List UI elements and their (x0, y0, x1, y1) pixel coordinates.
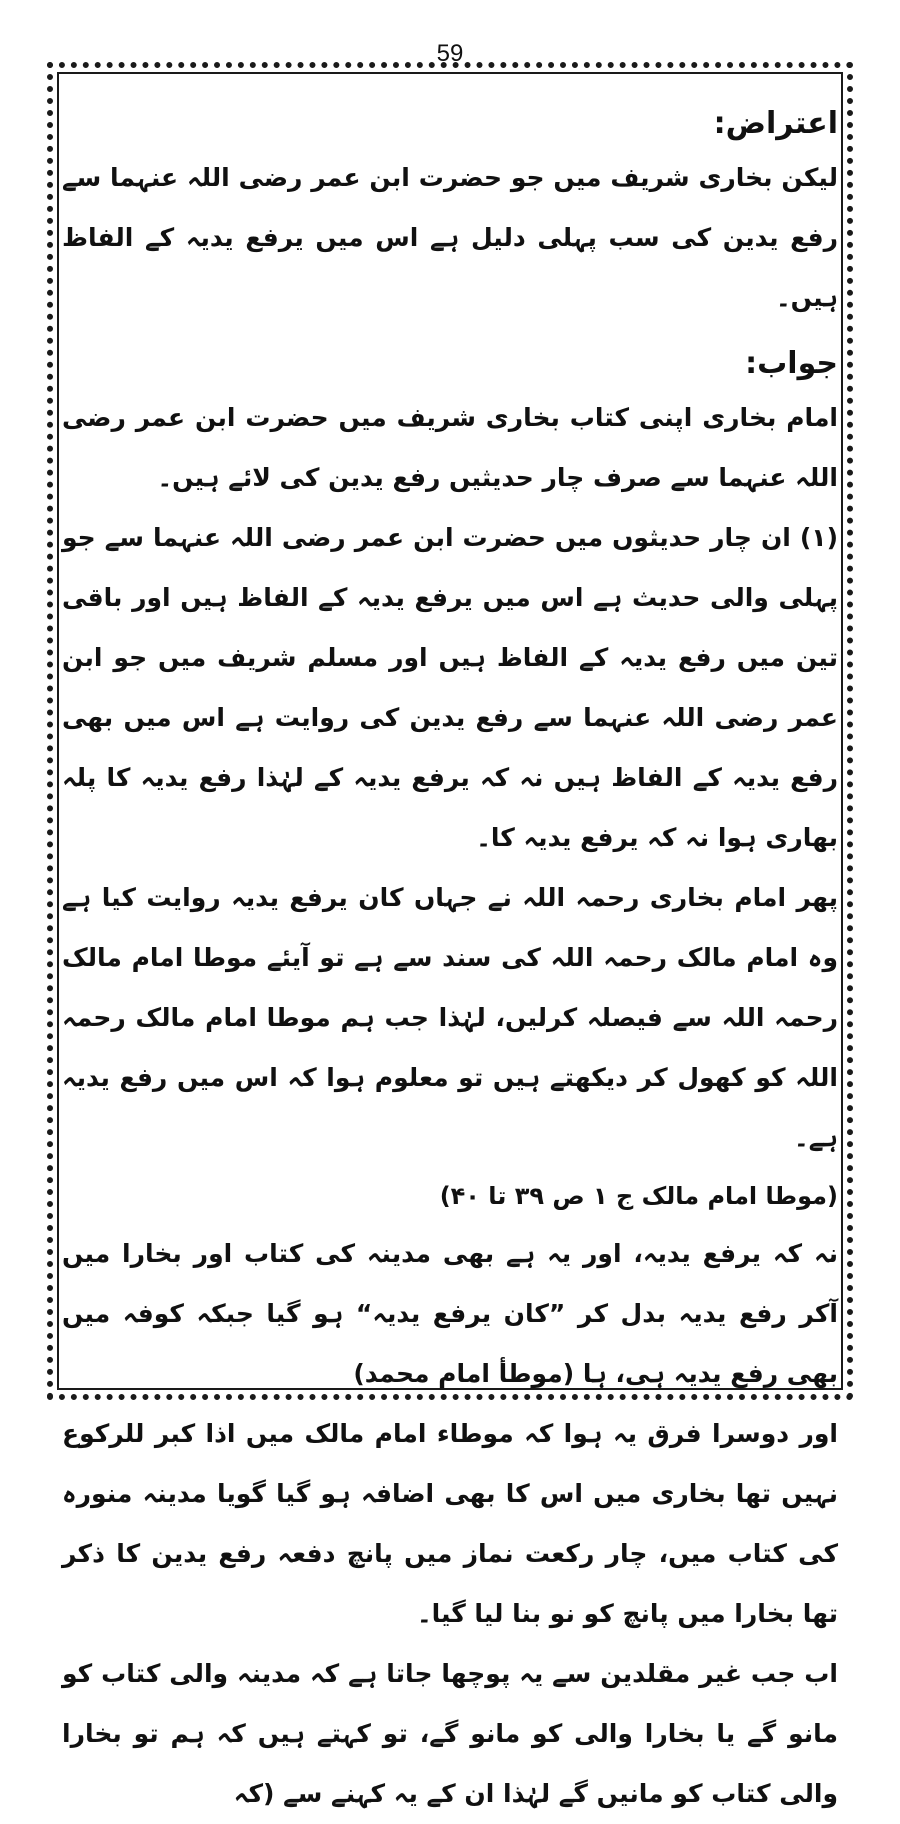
answer-paragraph-5: اور دوسرا فرق یہ ہوا کہ موطاء امام مالک میں اذا کبر للرکوع نہیں تھا بخاری میں اس کا بھی اضافہ ہو گیا گویا مدینہ منورہ کی کتاب میں، چار رکعت نماز میں پانچ دفعہ رفع یدین کا ذکر تھا بخارا میں پانچ کو نو بنا لیا گیا۔ (62, 1419, 838, 1628)
answer-paragraph-3: پھر امام بخاری رحمہ اللہ نے جہاں کان یرفع یدیہ روایت کیا ہے وہ امام مالک رحمہ اللہ کی سند سے ہے تو آیئے موطا امام مالک رحمہ اللہ سے فیصلہ کرلیں، لہٰذا جب ہم موطا امام مالک رحمہ اللہ کو کھول کر دیکھتے ہیں تو معلوم ہوا کہ اس میں رفع یدیہ ہے۔ (62, 883, 838, 1152)
page-body (62, 100, 838, 1808)
objection-heading: اعتراض: (713, 106, 838, 141)
objection-paragraph: لیکن بخاری شریف میں جو حضرت ابن عمر رضی اللہ عنہما سے رفع یدین کی سب پہلی دلیل ہے اس میں یرفع یدیہ کے الفاظ ہیں۔ (62, 163, 838, 312)
page-number: 59 (436, 40, 464, 67)
citation-muwatta-malik: (موطا امام مالک ج ۱ ص ۳۹ تا ۴۰) (439, 1182, 838, 1210)
answer-heading: جواب: (745, 346, 838, 381)
answer-paragraph-1: امام بخاری اپنی کتاب بخاری شریف میں حضرت ابن عمر رضی اللہ عنہما سے صرف چار حدیثیں رفع یدین کی لائے ہیں۔ (62, 403, 838, 492)
answer-paragraph-2: (۱) ان چار حدیثوں میں حضرت ابن عمر رضی اللہ عنہما سے جو پہلی والی حدیث ہے اس میں یرفع یدیہ کے الفاظ ہیں اور باقی تین میں رفع یدیہ کے الفاظ ہیں اور مسلم شریف میں جو ابن عمر رضی اللہ عنہما سے رفع یدین کی روایت ہے اس میں بھی رفع یدیہ کے الفاظ ہیں نہ کہ یرفع یدیہ کے لہٰذا رفع یدیہ کا پلہ بھاری ہوا نہ کہ یرفع یدیہ کا۔ (62, 523, 838, 852)
answer-paragraph-6: اب جب غیر مقلدین سے یہ پوچھا جاتا ہے کہ مدینہ والی کتاب کو مانو گے یا بخارا والی کو مانو گے، تو کہتے ہیں کہ ہم تو بخارا والی کتاب کو مانیں گے لہٰذا ان کے یہ کہنے سے (کہ (62, 1659, 838, 1808)
answer-paragraph-4: نہ کہ یرفع یدیہ، اور یہ ہے بھی مدینہ کی کتاب اور بخارا میں آکر رفع یدیہ بدل کر ”کان یرفع یدیہ“ ہو گیا جبکہ کوفہ میں بھی رفع یدیہ ہی، ہا (موطأ امام محمد) (62, 1239, 838, 1388)
